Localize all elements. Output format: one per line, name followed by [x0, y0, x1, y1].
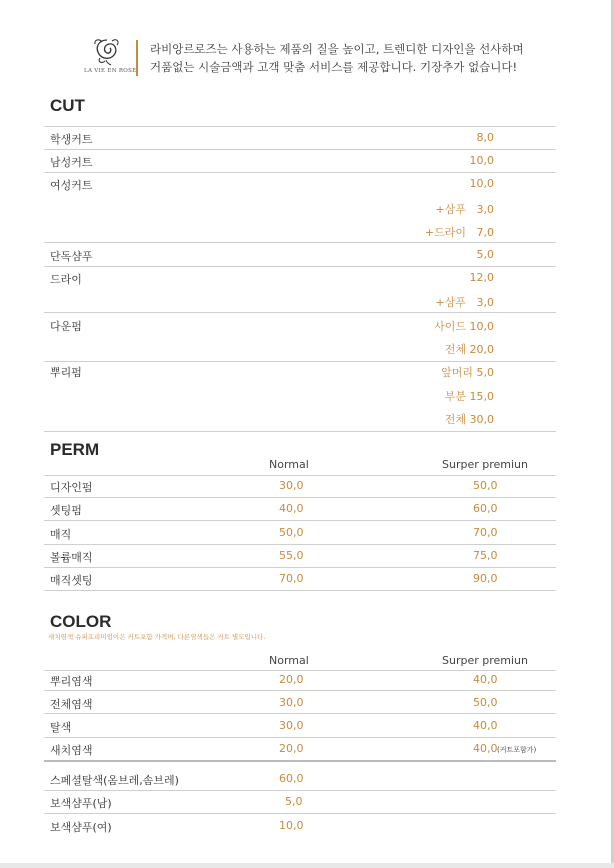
row-divider: [44, 431, 556, 432]
color-extra-normal: 60,0: [279, 772, 304, 785]
cut-row-price-addon: +삼푸 3,0: [435, 203, 494, 216]
perm-row-premium: 70,0: [473, 526, 498, 539]
color-row-premium: 40,0: [473, 719, 498, 732]
color-premium-note: (커트포함가): [497, 746, 537, 754]
cut-row-price: 사이드 10,0: [434, 320, 494, 333]
perm-row-label: 볼륨매직: [50, 551, 93, 564]
cut-row-label: 여성커트: [50, 179, 93, 192]
intro-line-1: 라비앙르로즈는 사용하는 제품의 질을 높이고, 트렌디한 디자인을 선사하며: [150, 42, 524, 56]
brand-logo: [84, 36, 137, 74]
section-title-color: COLOR: [50, 612, 112, 631]
perm-row-label: 셋팅펌: [50, 504, 82, 517]
perm-row-premium: 60,0: [473, 502, 498, 515]
row-divider-thick: [44, 760, 556, 762]
color-extra-normal: 10,0: [279, 819, 304, 832]
cut-row-price: 5,0: [476, 248, 494, 261]
row-divider: [44, 149, 556, 150]
page-edge-bottom: [0, 863, 614, 868]
row-divider: [44, 544, 556, 545]
brand-logo-text: LA VIE EN ROSE: [84, 68, 137, 74]
perm-col-normal: Normal: [269, 458, 309, 471]
cut-row-price-sub: 부분 15,0: [444, 390, 494, 403]
color-row-premium: 40,0: [473, 673, 498, 686]
color-row-premium: 50,0: [473, 696, 498, 709]
row-divider: [44, 790, 556, 791]
color-row-premium: 40,0: [473, 742, 498, 755]
row-divider: [44, 567, 556, 568]
perm-row-normal: 70,0: [279, 572, 304, 585]
cut-row-price: 12,0: [469, 271, 494, 284]
perm-row-premium: 50,0: [473, 479, 498, 492]
perm-row-premium: 90,0: [473, 572, 498, 585]
row-divider: [44, 312, 556, 313]
perm-row-normal: 30,0: [279, 479, 304, 492]
row-divider: [44, 713, 556, 714]
color-col-normal: Normal: [269, 654, 309, 667]
perm-row-label: 디자인펌: [50, 481, 93, 494]
color-row-label: 전체염색: [50, 698, 93, 711]
section-title-cut: CUT: [50, 96, 85, 115]
color-row-normal: 20,0: [279, 673, 304, 686]
row-divider: [44, 520, 556, 521]
color-row-normal: 30,0: [279, 696, 304, 709]
perm-row-label: 매직셋팅: [50, 574, 93, 587]
cut-row-label: 학생커트: [50, 133, 93, 146]
row-divider: [44, 590, 556, 591]
intro-line-2: 거품없는 시술금액과 고객 맞춤 서비스를 제공합니다. 기장추가 없습니다!: [150, 60, 518, 74]
perm-row-normal: 55,0: [279, 549, 304, 562]
cut-row-price: 10,0: [469, 154, 494, 167]
cut-row-price-addon: +드라이 7,0: [424, 226, 494, 239]
cut-row-price-addon: +삼푸 3,0: [435, 296, 494, 309]
color-extra-label: 보색샴푸(여): [50, 821, 112, 834]
row-divider: [44, 690, 556, 691]
cut-row-label: 다운펌: [50, 320, 82, 333]
color-col-premium: Surper premiun: [442, 654, 528, 667]
row-divider: [44, 172, 556, 173]
cut-row-price-sub: 전체 20,0: [444, 343, 494, 356]
color-row-normal: 30,0: [279, 719, 304, 732]
row-divider: [44, 126, 556, 127]
perm-row-normal: 40,0: [279, 502, 304, 515]
row-divider: [44, 813, 556, 814]
perm-row-label: 매직: [50, 528, 72, 541]
cut-row-label: 단독샴푸: [50, 250, 93, 263]
perm-row-normal: 50,0: [279, 526, 304, 539]
color-row-label: 탈색: [50, 721, 72, 734]
row-divider: [44, 670, 556, 671]
header-divider: [136, 40, 138, 76]
color-extra-normal: 5,0: [285, 795, 303, 808]
section-title-perm: PERM: [50, 440, 100, 459]
row-divider: [44, 497, 556, 498]
color-row-label: 뿌리염색: [50, 675, 93, 688]
color-note: 새치염색 슈퍼프리미엄이은 커트포함 가격며, 다른염색들은 커트 별도입니다.: [48, 633, 266, 641]
intro-text: [150, 40, 570, 76]
cut-row-label: 뿌리펌: [50, 366, 82, 379]
cut-row-label: 남성커트: [50, 156, 93, 169]
cut-row-label: 드라이: [50, 273, 82, 286]
row-divider: [44, 361, 556, 362]
perm-col-premium: Surper premiun: [442, 458, 528, 471]
cut-row-price: 앞머리 5,0: [441, 366, 494, 379]
row-divider: [44, 266, 556, 267]
cut-row-price: 8,0: [476, 131, 494, 144]
cut-row-price-sub: 전체 30,0: [444, 413, 494, 426]
rose-logo-icon: [90, 36, 124, 66]
row-divider: [44, 242, 556, 243]
color-row-normal: 20,0: [279, 742, 304, 755]
cut-row-price: 10,0: [469, 177, 494, 190]
perm-row-premium: 75,0: [473, 549, 498, 562]
color-extra-label: 스페셜탈색(옴브레,솜브레): [50, 774, 179, 787]
color-extra-label: 보색샴푸(남): [50, 797, 112, 810]
row-divider: [44, 475, 556, 476]
color-row-label: 새치염색: [50, 744, 93, 757]
row-divider: [44, 737, 556, 738]
